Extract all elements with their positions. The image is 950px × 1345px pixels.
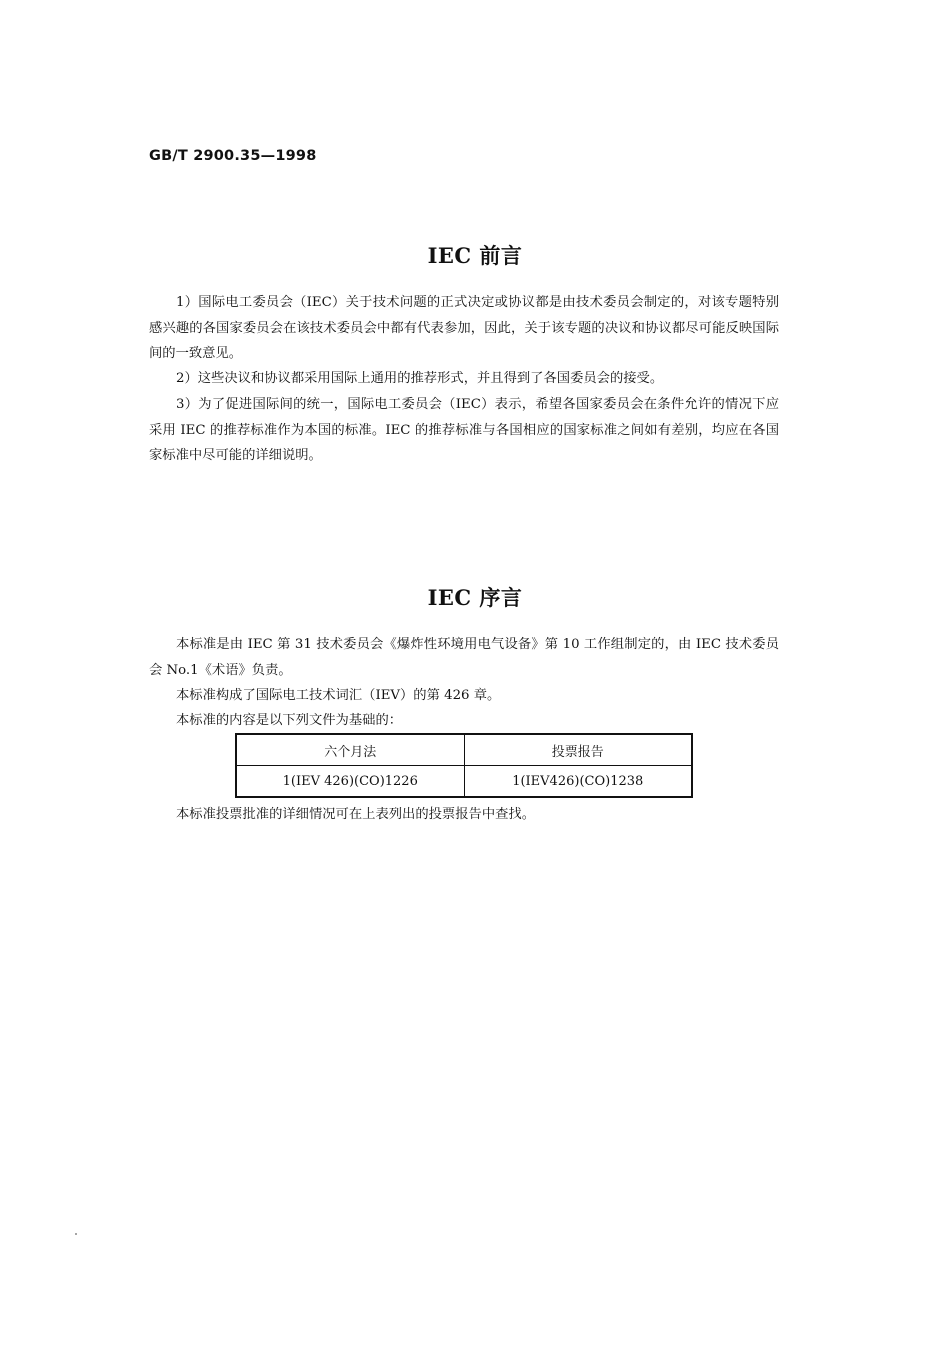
basis-documents-table bbox=[235, 733, 693, 798]
preface-title: IEC 序言 bbox=[427, 585, 523, 610]
table-header-row bbox=[236, 734, 692, 766]
preface-paragraph-1: 本标准是由 IEC 第 31 技术委员会《爆炸性环境用电气设备》第 10 工作组制定的，由 IEC 技术委员会 No.1《术语》负责。 bbox=[149, 637, 779, 678]
table-cell-voting-report: 1(IEV426)(CO)1238 bbox=[464, 766, 692, 798]
foreword-paragraph-1: 1）国际电工委员会（IEC）关于技术问题的正式决定或协议都是由技术委员会制定的，对该专题特别感兴趣的各国家委员会在该技术委员会中都有代表参加，因此，关于该专题的决议和协议都尽可能反映国际间的一致意见。 bbox=[149, 295, 779, 361]
preface-closing-paragraph: 本标准投票批准的详细情况可在上表列出的投票报告中查找。 bbox=[176, 807, 536, 822]
table-cell-six-month-rule: 1(IEV 426)(CO)1226 bbox=[236, 766, 464, 798]
table-row bbox=[236, 766, 692, 798]
preface-paragraph-2: 本标准构成了国际电工技术词汇（IEV）的第 426 章。 bbox=[176, 688, 501, 703]
document-code: GB/T 2900.35—1998 bbox=[149, 148, 317, 164]
scan-speck bbox=[75, 1233, 77, 1235]
preface-paragraph-3: 本标准的内容是以下列文件为基础的： bbox=[176, 713, 403, 728]
foreword-paragraph-3: 3）为了促进国际间的统一，国际电工委员会（IEC）表示，希望各国家委员会在条件允许的情况下应采用 IEC 的推荐标准作为本国的标准。IEC 的推荐标准与各国相应的国家标准之间如有差别，均应在各国家标准中尽可能的详细说明。 bbox=[149, 397, 779, 463]
foreword-title: IEC 前言 bbox=[427, 243, 523, 268]
table-header-voting-report: 投票报告 bbox=[464, 734, 692, 766]
foreword-paragraph-2: 2）这些决议和协议都采用国际上通用的推荐形式，并且得到了各国委员会的接受。 bbox=[176, 371, 664, 386]
table-header-six-month-rule: 六个月法 bbox=[236, 734, 464, 766]
